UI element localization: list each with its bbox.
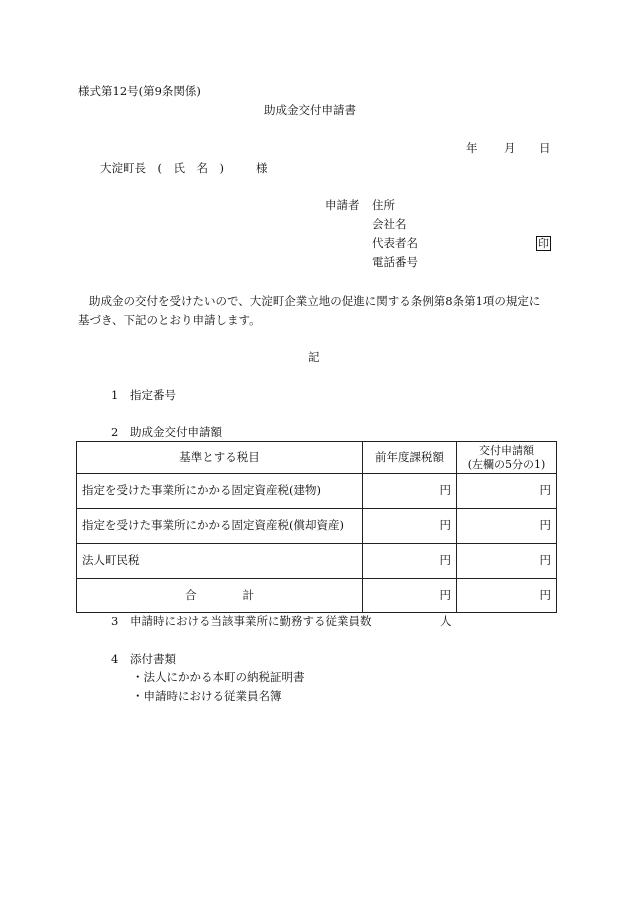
header-tax-item: 基準とする税目 (77, 442, 363, 474)
total-label-a: 合 (185, 587, 197, 602)
row-grant-amount: 円 (457, 509, 557, 544)
applicant-label: 申請者 (325, 198, 360, 212)
header-grant-amount-sub: (左欄の5分の1) (467, 457, 546, 471)
item-3-label: 申請時における当該事業所に勤務する従業員数 (130, 614, 372, 628)
total-label (77, 579, 363, 613)
row-tax-item: 指定を受けた事業所にかかる固定資産税(建物) (77, 474, 363, 509)
item-1-label: 指定番号 (130, 388, 176, 402)
item-1-number: 1 (111, 388, 119, 402)
table-total-row (77, 579, 557, 613)
grant-amount-table (76, 441, 557, 613)
table-header-row (77, 442, 557, 474)
seal-mark: 印 (538, 237, 549, 250)
applicant-address-label: 住所 (372, 198, 395, 212)
total-label-b: 計 (242, 587, 254, 602)
date-year-label: 年 (466, 141, 478, 155)
applicant-company-label: 会社名 (372, 217, 407, 231)
row-previous-year-tax: 円 (363, 509, 457, 544)
ki-heading: 記 (308, 350, 320, 364)
item-3-number: 3 (111, 614, 119, 628)
item-4-label: 添付書類 (130, 652, 176, 666)
document-title: 助成金交付申請書 (264, 103, 356, 117)
row-previous-year-tax: 円 (363, 544, 457, 579)
total-grant-amount: 円 (457, 579, 557, 613)
item-2-number: 2 (111, 425, 119, 439)
row-tax-item: 法人町民税 (77, 544, 363, 579)
header-previous-year-tax: 前年度課税額 (363, 442, 457, 474)
item-3-unit: 人 (440, 614, 452, 628)
addressee-name: 大淀町長 ( 氏 名 ) (100, 161, 224, 175)
table-row (77, 474, 557, 509)
body-text-line-2: 基づき、下記のとおり申請します。 (78, 313, 261, 327)
row-grant-amount: 円 (457, 544, 557, 579)
row-grant-amount: 円 (457, 474, 557, 509)
item-4-number: 4 (111, 652, 119, 666)
table-row (77, 544, 557, 579)
applicant-representative-label: 代表者名 (372, 236, 418, 250)
row-previous-year-tax: 円 (363, 474, 457, 509)
addressee-honorific: 様 (256, 161, 268, 175)
total-previous-year-tax: 円 (363, 579, 457, 613)
header-grant-amount (457, 442, 557, 474)
table-row (77, 509, 557, 544)
attachment-item: ・法人にかかる本町の納税証明書 (132, 670, 305, 684)
item-2-label: 助成金交付申請額 (130, 425, 222, 439)
date-month-label: 月 (504, 141, 516, 155)
body-text-line-1: 助成金の交付を受けたいので、大淀町企業立地の促進に関する条例第8条第1項の規定に (89, 294, 541, 308)
seal-mark-wrap (536, 236, 551, 251)
row-tax-item: 指定を受けた事業所にかかる固定資産税(償却資産) (77, 509, 363, 544)
header-grant-amount-main: 交付申請額 (479, 443, 534, 457)
date-day-label: 日 (539, 141, 551, 155)
form-number: 様式第12号(第9条関係) (78, 84, 201, 98)
applicant-phone-label: 電話番号 (372, 255, 418, 269)
attachment-item: ・申請時における従業員名簿 (132, 689, 282, 703)
